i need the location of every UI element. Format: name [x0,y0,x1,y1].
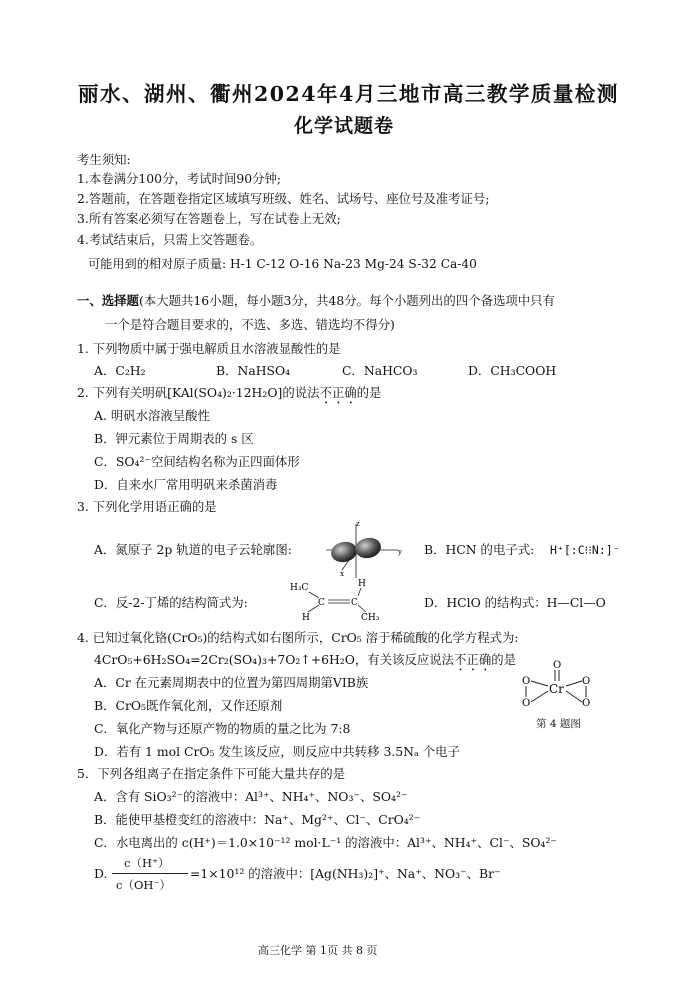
q3-option-d: D．HClO 的结构式：H—Cl—O [424,595,606,610]
q4-option-c: C．氧化产物与还原产物的物质的量之比为 7:8 [94,721,351,736]
q2-option-a: A. 明矾水溶液呈酸性 [94,408,210,423]
butene-ch3: CH₃ [361,613,380,623]
cro5-o-top: O [553,660,562,671]
q4-equation-emphasis: 不正确 [454,652,492,667]
exam-title: 丽水、湖州、衢州2024年4月三地市高三教学质量检测 [78,82,619,106]
q5-option-d-label: D. [94,866,108,881]
q4-stem: 4. 已知过氧化铬(CrO₅)的结构式如右图所示，CrO₅ 溶于稀硫酸的化学方程式为: [77,630,519,645]
butene-h3c: H₃C [290,583,309,593]
q5-option-d-rest: =1×10¹² 的溶液中：[Ag(NH₃)₂]⁺、Na⁺、NO₃⁻、Br⁻ [190,866,501,881]
axis-label-x: x [340,570,344,578]
q2-option-d: D．自来水厂常用明矾来杀菌消毒 [94,477,278,492]
q2-stem-pre: 2. 下列有关明矾[KAl(SO₄)₂·12H₂O]的说法 [77,385,320,400]
q5-fraction-numerator: c（H⁺） [124,856,170,870]
butene-c1: C [318,598,325,608]
q4-option-a: A．Cr 在元素周期表中的位置为第四周期第VIB族 [94,675,369,690]
q2-option-b: B．钾元素位于周期表的 s 区 [94,431,254,446]
p-orbital-figure [318,518,404,580]
q1-option-c: C．NaHCO₃ [342,363,418,378]
axis-label-y: y [398,548,402,556]
butene-c2: C [351,598,358,608]
q4-option-d: D．若有 1 mol CrO₅ 发生该反应，则反应中共转移 3.5Nₐ 个电子 [94,744,460,759]
cro5-o-left-bottom: O [522,698,531,709]
page-footer: 高三化学 第 1页 共 8 页 [258,944,378,957]
q5-fraction-bar [112,873,188,874]
q2-option-c: C．SO₄²⁻空间结构名称为正四面体形 [94,454,300,469]
cro5-structure [518,658,596,716]
cro5-cr: Cr [549,682,564,696]
cro5-o-right-bottom: O [582,698,591,709]
notice-item-4: 4.考试结束后，只需上交答题卷。 [77,232,263,247]
q3-stem: 3. 下列化学用语正确的是 [77,499,217,514]
cro5-o-left-top: O [522,676,531,687]
q2-stem [77,385,381,407]
q2-stem-post: 的是 [356,385,382,400]
butene-h-top: H [358,579,366,589]
butene-h-bot: H [302,613,310,623]
notice-item-2: 2.答题前，在答题卷指定区域填写班级、姓名、试场号、座位号及准考证号; [77,191,490,206]
q4-equation-post: 的是 [491,652,516,667]
section-title: 一、选择题 [77,293,139,308]
q4-option-b: B．CrO₅既作氧化剂，又作还原剂 [94,698,283,713]
q5-option-b: B．能使甲基橙变红的溶液中：Na⁺、Mg²⁺、Cl⁻、CrO₄²⁻ [94,812,421,827]
section-heading [77,293,555,309]
axis-label-z: z [356,520,360,528]
q2-stem-emphasis: 不正确 [319,385,357,400]
atomic-masses: 可能用到的相对原子质量: H-1 C-12 O-16 Na-23 Mg-24 S-32 Ca-40 [88,257,477,271]
hcn-electron-formula: H⁺[:C⁝⁝N:]⁻ [550,543,620,557]
exam-subtitle: 化学试题卷 [294,115,395,137]
q1-stem: 1. 下列物质中属于强电解质且水溶液显酸性的是 [77,341,341,356]
q1-option-d: D．CH₃COOH [468,363,557,378]
trans-butene-structure [288,575,388,623]
notice-heading: 考生须知: [77,152,131,167]
notice-item-3: 3.所有答案必须写在答题卷上，写在试卷上无效; [77,211,341,226]
q3-option-c: C．反-2-丁烯的结构简式为: [94,595,248,610]
q4-figure-caption: 第 4 题图 [536,718,581,730]
q1-option-b: B．NaHSO₄ [216,363,291,378]
section-desc-1: (本大题共16小题，每小题3分，共48分。每个小题列出的四个备选项中只有 [138,293,555,308]
q5-fraction-denominator: c（OH⁻） [116,878,171,892]
q5-option-a: A．含有 SiO₃²⁻的溶液中：Al³⁺、NH₄⁺、NO₃⁻、SO₄²⁻ [94,789,408,804]
q4-equation-pre: 4CrO₅+6H₂SO₄=2Cr₂(SO₄)₃+7O₂↑+6H₂O，有关该反应说法 [94,652,455,667]
q4-equation [94,652,516,674]
section-desc-2: 一个是符合题目要求的，不选、多选、错选均不得分) [105,317,395,332]
q3-option-b: B．HCN 的电子式: [424,542,535,557]
notice-item-1: 1.本卷满分100分，考试时间90分钟; [77,171,282,186]
q1-option-a: A．C₂H₂ [94,363,146,378]
q3-option-a: A．氮原子 2p 轨道的电子云轮廓图: [94,542,292,557]
q5-option-c: C．水电离出的 c(H⁺)＝1.0×10⁻¹² mol·L⁻¹ 的溶液中：Al³⁺、NH₄⁺、Cl⁻、SO₄²⁻ [94,835,557,850]
cro5-o-right-top: O [582,676,591,687]
q5-stem: 5．下列各组离子在指定条件下可能大量共存的是 [77,766,346,781]
